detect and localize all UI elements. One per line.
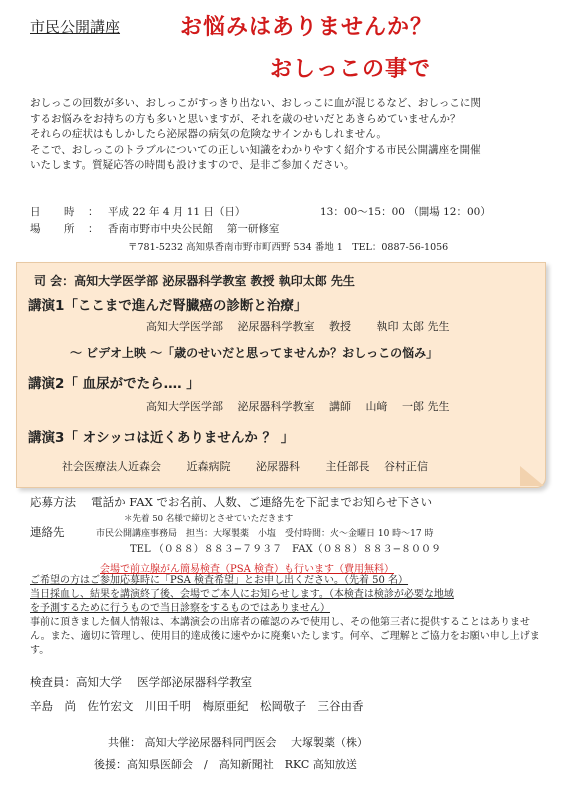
date-colon: ： <box>88 206 99 218</box>
date-value: 平成 22 年 4 月 11 日（日） <box>108 206 246 218</box>
video-line: 〜 ビデオ上映 〜「歳のせいだと思ってませんか？おしっこの悩み」 <box>70 346 439 360</box>
host-line: 司 会：高知大学医学部 泌尿器科学教室 教授 執印太郎 先生 <box>34 274 355 288</box>
contact-line-1: 市民公開講座事務局 担当：大塚製薬 小塩 受付時間：火〜金曜日 10 時〜17 時 <box>96 529 434 539</box>
venue-label-2: 所 <box>64 223 75 235</box>
series-label: 市民公開講座 <box>30 18 121 36</box>
psa-line-1: ご希望の方はご参加応募時に「PSA 検査希望」とお申し出ください。（先着 50 名） <box>30 575 409 586</box>
contact-label: 連絡先 <box>30 525 65 539</box>
lecture2-speaker: 高知大学医学部 泌尿器科学教室 講師 山﨑 一郎 先生 <box>146 400 450 413</box>
date-label-1: 日 <box>30 206 41 218</box>
apply-note: ＊先着 50 名様で締切とさせていただきます <box>124 514 294 524</box>
cohost-line: 共催： 高知大学泌尿器科同門医会 大塚製薬（株） <box>108 736 368 749</box>
apply-method: 応募方法 電話か FAX でお名前、人数、ご連絡先を下記までお知らせ下さい <box>30 495 433 509</box>
title-line-1: お悩みはありませんか？ <box>180 14 434 40</box>
intro-line: おしっこの回数が多い、おしっこがすっきり出ない、おしっこに血が混じるなど、おしっこに関 <box>30 97 481 109</box>
intro-line: そこで、おしっこのトラブルについての正しい知識をわかりやすく紹介する市民公開講座を開催 <box>30 143 481 156</box>
psa-line-2: 当日採血し、結果を講演終了後、会場でご本人にお知らせします。（本検査は検診が必要な地域 <box>30 589 454 600</box>
venue-label-1: 場 <box>30 223 41 235</box>
intro-line: いたします。質疑応答の時間も設けますので、是非ご参加ください。 <box>30 159 355 171</box>
title-line-2: おしっこの事で <box>270 56 432 82</box>
lecture2-title: 講演2「 血尿がでたら‥‥ 」 <box>28 376 200 392</box>
contact-line-2: TEL （０８８）８８３−７９３７ FAX（０８８）８８３−８００９ <box>130 544 441 555</box>
time-value: 13：00〜15：00 （開場 12：00） <box>320 206 491 218</box>
support-line: 後援：高知県医師会 / 高知新聞社 RKC 高知放送 <box>94 758 357 771</box>
intro-paragraph <box>30 96 550 174</box>
examiner-names: 辛島 尚 佐竹宏文 川田千明 梅原亜紀 松岡敬子 三谷由香 <box>30 699 364 713</box>
venue-address: 〒781-5232 高知県香南市野市町西野 534 番地 1 TEL：0887-56-1056 <box>128 242 449 253</box>
venue-value: 香南市野市中央公民館 第一研修室 <box>108 223 280 235</box>
lecture3-title: 講演3「 オシッコは近くありませんか ？ 」 <box>28 430 295 446</box>
lecture1-speaker: 高知大学医学部 泌尿器科学教室 教授 執印 太郎 先生 <box>146 320 450 333</box>
page-curl-decoration <box>520 466 544 486</box>
psa-headline: 会場で前立腺がん簡易検査（PSA 検査）も行います（費用無料） <box>100 564 394 575</box>
lecture1-title: 講演1「ここまで進んだ腎臓癌の診断と治療」 <box>28 298 308 314</box>
psa-line-3: を予測するために行うもので当日診察をするものではありません） <box>30 603 330 614</box>
privacy-notice: 事前に頂きました個人情報は、本講演会の出席者の確認のみで使用し、その他第三者に提供することはありません。また、適切に管理し、使用目的達成後に速やかに廃棄いたします。何卒、ご理解とご協力をお願い申し上げます。 <box>30 617 540 656</box>
intro-line: それらの症状はもしかしたら泌尿器の病気の危険なサインかもしれません。 <box>30 128 387 140</box>
venue-colon: ： <box>88 223 99 235</box>
date-label-2: 時 <box>64 206 75 218</box>
examiner-label: 検査員：高知大学 医学部泌尿器科学教室 <box>30 675 253 689</box>
intro-line: するお悩みをお持ちの方も多いと思いますが、それを歳のせいだとあきらめていませんか？ <box>30 112 461 125</box>
lecture3-speaker: 社会医療法人近森会 近森病院 泌尿器科 主任部長 谷村正信 <box>62 460 428 473</box>
